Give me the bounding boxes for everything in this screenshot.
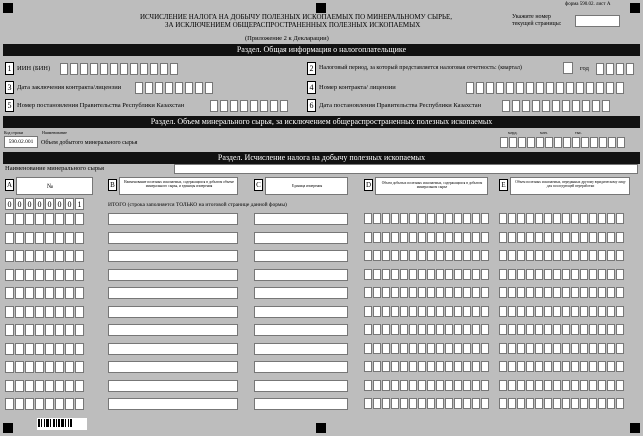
unit-input[interactable] — [254, 343, 348, 355]
form-title-line1: ИСЧИСЛЕНИЕ НАЛОГА НА ДОБЫЧУ ПОЛЕЗНЫХ ИСКОПАЕМЫХ ПО МИНЕРАЛЬНОМУ СЫРЬЕ, — [140, 13, 453, 21]
corner-marker — [630, 423, 640, 433]
volume-extracted-input[interactable] — [364, 269, 489, 280]
column-e-header: Объем полезных ископаемых, переданных другому юридическому лицу для последующей переработки — [510, 177, 630, 195]
row-number-field[interactable] — [5, 250, 84, 262]
volume-extracted-input[interactable] — [364, 343, 489, 354]
mineral-name-label: Наименование минерального сырья — [5, 165, 105, 172]
section-general-info-title: Раздел. Общая информация о налогоплательщике — [3, 44, 640, 56]
quarter-field[interactable] — [563, 62, 573, 74]
volume-mined-label: Объем добытого минерального сырья — [41, 140, 138, 146]
volume-extracted-input[interactable] — [364, 232, 489, 243]
volume-extracted-input[interactable] — [364, 361, 489, 372]
volume-extracted-input[interactable] — [364, 398, 489, 409]
volume-transferred-input[interactable] — [499, 287, 624, 298]
mineral-name-input[interactable] — [108, 361, 238, 373]
unit-input[interactable] — [254, 213, 348, 225]
row-number-field[interactable] — [5, 380, 84, 392]
row-number-field[interactable] — [5, 324, 84, 336]
mineral-name-input[interactable] — [108, 287, 238, 299]
column-letter-a: A — [6, 181, 13, 189]
unit-input[interactable] — [254, 287, 348, 299]
row-number-field[interactable] — [5, 361, 84, 373]
contract-date-field[interactable] — [135, 82, 213, 94]
page-number-field[interactable] — [575, 15, 620, 27]
volume-transferred-input[interactable] — [499, 213, 624, 224]
unit-million-label: млн. — [540, 130, 548, 135]
resolution-number-label: Номер постановления Правительства Республики Казахстан — [17, 102, 185, 109]
line-code-header: Код строки — [4, 130, 24, 135]
itogo-label: ИТОГО (строка заполняется ТОЛЬКО на итоговой странице данной формы) — [108, 202, 287, 208]
column-letter-e: E — [499, 179, 508, 191]
mineral-name-input[interactable] — [108, 398, 238, 410]
column-letter-d: D — [365, 181, 372, 189]
mineral-name-input[interactable] — [108, 306, 238, 318]
corner-marker — [3, 3, 13, 13]
unit-billion-label: млрд. — [508, 130, 518, 135]
year-label: год — [580, 65, 589, 72]
name-header: Наименование — [42, 130, 67, 135]
form-number: форма 590.02. лист А — [565, 2, 611, 7]
volume-transferred-input[interactable] — [499, 250, 624, 261]
corner-marker — [316, 3, 326, 13]
volume-transferred-input[interactable] — [499, 361, 624, 372]
mineral-name-input[interactable] — [108, 232, 238, 244]
field-number: 5 — [5, 99, 14, 112]
mineral-name-input[interactable] — [108, 380, 238, 392]
volume-extracted-input[interactable] — [364, 250, 489, 261]
iin-bin-field[interactable] — [60, 63, 178, 75]
corner-marker — [316, 423, 326, 433]
line-code-value: 590.02.001 — [4, 136, 38, 148]
field-number: 3 — [5, 81, 14, 94]
volume-transferred-input[interactable] — [499, 306, 624, 317]
year-field[interactable] — [596, 63, 634, 75]
column-letter-b: B — [108, 179, 117, 191]
volume-mined-field[interactable] — [500, 137, 625, 148]
barcode-image — [37, 418, 87, 430]
field-number: 2 — [307, 62, 316, 75]
field-number: 1 — [5, 62, 14, 75]
volume-extracted-input[interactable] — [364, 213, 489, 224]
mineral-name-field[interactable] — [174, 164, 638, 174]
volume-extracted-input[interactable] — [364, 380, 489, 391]
volume-extracted-input[interactable] — [364, 324, 489, 335]
volume-transferred-input[interactable] — [499, 398, 624, 409]
row-number-field[interactable] — [5, 287, 84, 299]
row-number-field[interactable] — [5, 269, 84, 281]
resolution-date-field[interactable] — [502, 100, 610, 112]
corner-marker — [3, 423, 13, 433]
mineral-name-input[interactable] — [108, 343, 238, 355]
row-number-field[interactable] — [5, 343, 84, 355]
corner-marker — [630, 3, 640, 13]
resolution-number-field[interactable] — [210, 100, 288, 112]
row-number-field: 0 0 0 0 0 0 0 1 — [5, 198, 84, 210]
volume-extracted-input[interactable] — [364, 306, 489, 317]
unit-input[interactable] — [254, 380, 348, 392]
iin-bin-label: ИИН (БИН) — [17, 65, 51, 72]
field-number: 4 — [307, 81, 316, 94]
appendix-note: (Приложение 2 к Декларации) — [245, 35, 329, 42]
unit-input[interactable] — [254, 361, 348, 373]
section-tax-calc-title: Раздел. Исчисление налога на добычу полезных ископаемых — [3, 152, 640, 164]
volume-extracted-input[interactable] — [364, 287, 489, 298]
column-b-header: Наименование полезных ископаемых, содержащихся в добытом объеме минерального сырья, и единицы измерения — [119, 177, 238, 195]
unit-input[interactable] — [254, 324, 348, 336]
mineral-name-input[interactable] — [108, 250, 238, 262]
volume-transferred-input[interactable] — [499, 380, 624, 391]
contract-number-field[interactable] — [466, 82, 624, 94]
unit-input[interactable] — [254, 398, 348, 410]
resolution-date-label: Дата постановления Правительства Республики Казахстан — [319, 102, 482, 109]
mineral-name-input[interactable] — [108, 213, 238, 225]
tax-period-label: Налоговый период, за который представляется налоговая отчетность: (квартал) — [319, 65, 522, 71]
column-c-header: Единица измерения — [265, 177, 348, 195]
page-number-label: Укажите номер текущей страницы: — [512, 14, 562, 27]
volume-transferred-input[interactable] — [499, 269, 624, 280]
column-d-header: Объем добытых полезных ископаемых, содержащихся в добытом минеральном сырье — [375, 177, 488, 195]
row-number-field[interactable] — [5, 398, 84, 410]
unit-input[interactable] — [254, 269, 348, 281]
volume-transferred-input[interactable] — [499, 343, 624, 354]
column-letter-c: C — [254, 179, 263, 191]
section-volume-title: Раздел. Объем минерального сырья, за исключением общераспространенных полезных ископаемых — [3, 116, 640, 128]
column-a-header: № — [16, 177, 93, 195]
field-number: 6 — [307, 99, 316, 112]
mineral-name-input[interactable] — [108, 324, 238, 336]
form-title-line2: ЗА ИСКЛЮЧЕНИЕМ ОБЩЕРАСПРОСТРАНЕННЫХ ПОЛЕЗНЫХ ИСКОПАЕМЫХ — [165, 21, 421, 29]
row-number-field[interactable] — [5, 232, 84, 244]
unit-thousand-label: тыс. — [575, 130, 583, 135]
row-number-field[interactable] — [5, 306, 84, 318]
contract-number-label: Номер контракта/ лицензии — [319, 84, 396, 91]
volume-transferred-input[interactable] — [499, 232, 624, 243]
unit-input[interactable] — [254, 306, 348, 318]
row-number-field[interactable] — [5, 213, 84, 225]
volume-transferred-input[interactable] — [499, 324, 624, 335]
contract-date-label: Дата заключения контракта/лицензии — [17, 84, 122, 91]
unit-input[interactable] — [254, 232, 348, 244]
unit-input[interactable] — [254, 250, 348, 262]
mineral-name-input[interactable] — [108, 269, 238, 281]
